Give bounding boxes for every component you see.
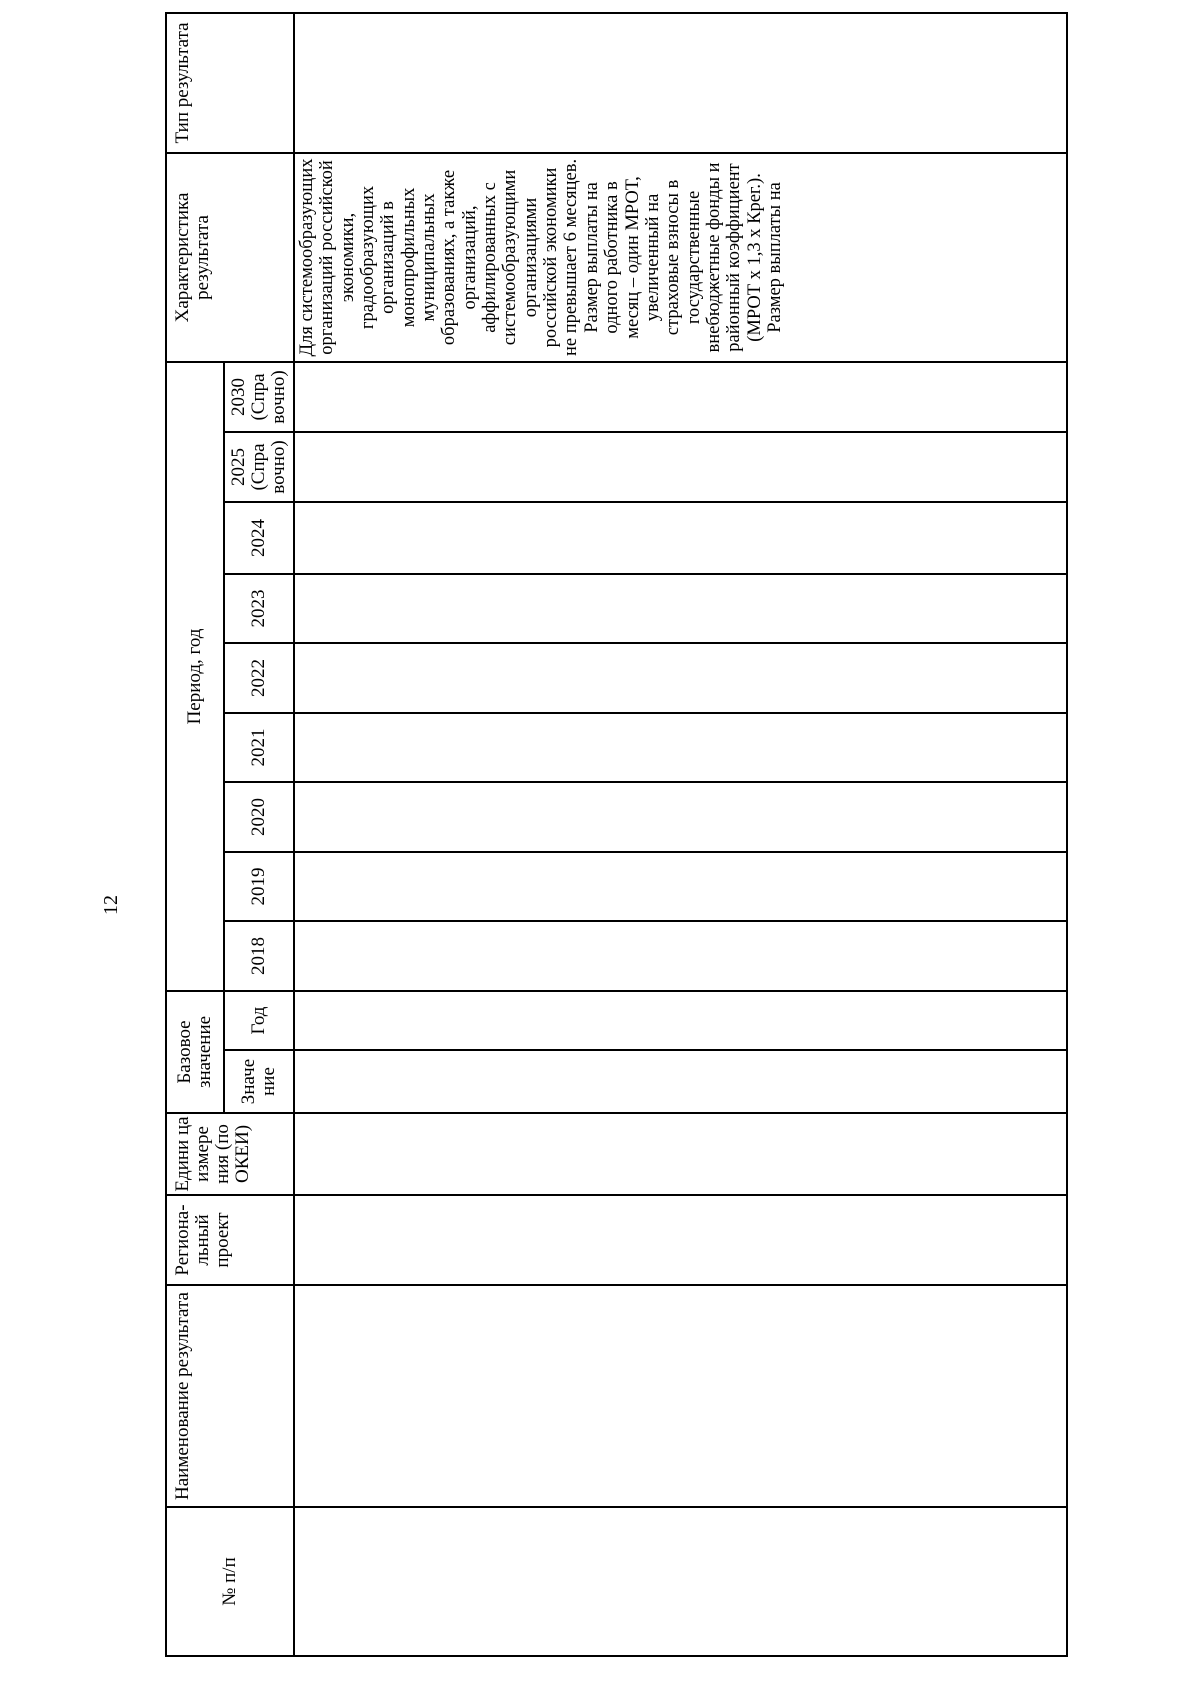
cell-value-2021 bbox=[294, 713, 1067, 782]
cell-num bbox=[294, 1507, 1067, 1656]
header-unit: Едини ца измере ния (по ОКЕИ) bbox=[166, 1113, 294, 1195]
cell-base-value-year bbox=[294, 991, 1067, 1050]
header-year-2023: 2023 bbox=[224, 574, 294, 643]
header-year-2025: 2025 (Спра вочно) bbox=[224, 432, 294, 502]
results-table bbox=[165, 12, 1068, 1657]
header-year-2024: 2024 bbox=[224, 502, 294, 574]
cell-type bbox=[294, 13, 1067, 153]
header-regional-project: Регионa-льный проект bbox=[166, 1195, 294, 1285]
header-base-value: Базовое значение bbox=[166, 991, 224, 1113]
cell-value-2020 bbox=[294, 782, 1067, 852]
header-year-2018: 2018 bbox=[224, 921, 294, 991]
results-table-wrapper bbox=[165, 22, 1068, 1657]
cell-value-2030 bbox=[294, 362, 1067, 432]
cell-value-2024 bbox=[294, 502, 1067, 574]
cell-value-2018 bbox=[294, 921, 1067, 991]
header-year-2021: 2021 bbox=[224, 713, 294, 782]
cell-characteristic: Для системообразующих организаций российской экономики, градообразующих организаций в монопрофильных муниципальных образованиях, а также организаций, аффилированных с системообразующими организациями российской экономики не превышает 6 месяцев. Размер выплаты на одного работника в месяц – один МРОТ, увеличенный на страховые взносы в государственные внебюджетные фонды и районный коэффициент (МРОТ х 1,3 х Крег.). Размер выплаты на bbox=[294, 153, 1067, 362]
header-year-2019: 2019 bbox=[224, 852, 294, 921]
header-year-2020: 2020 bbox=[224, 782, 294, 852]
header-num: № п/п bbox=[166, 1507, 294, 1656]
header-type: Тип результата bbox=[166, 13, 294, 153]
header-year-2030: 2030 (Спра вочно) bbox=[224, 362, 294, 432]
header-name: Наименование результата bbox=[166, 1285, 294, 1507]
cell-value-2022 bbox=[294, 643, 1067, 713]
header-period: Период, год bbox=[166, 362, 224, 991]
cell-name bbox=[294, 1285, 1067, 1507]
cell-value-2023 bbox=[294, 574, 1067, 643]
cell-value-2025 bbox=[294, 432, 1067, 502]
cell-regional-project bbox=[294, 1195, 1067, 1285]
header-year-2022: 2022 bbox=[224, 643, 294, 713]
table-row bbox=[294, 13, 1067, 1656]
cell-base-value-value bbox=[294, 1050, 1067, 1113]
header-characteristic: Характеристика результата bbox=[166, 153, 294, 362]
cell-value-2019 bbox=[294, 852, 1067, 921]
page-number: 12 bbox=[100, 895, 122, 915]
cell-unit bbox=[294, 1113, 1067, 1195]
header-base-value-value: Значе ние bbox=[224, 1050, 294, 1113]
header-base-value-year: Год bbox=[224, 991, 294, 1050]
